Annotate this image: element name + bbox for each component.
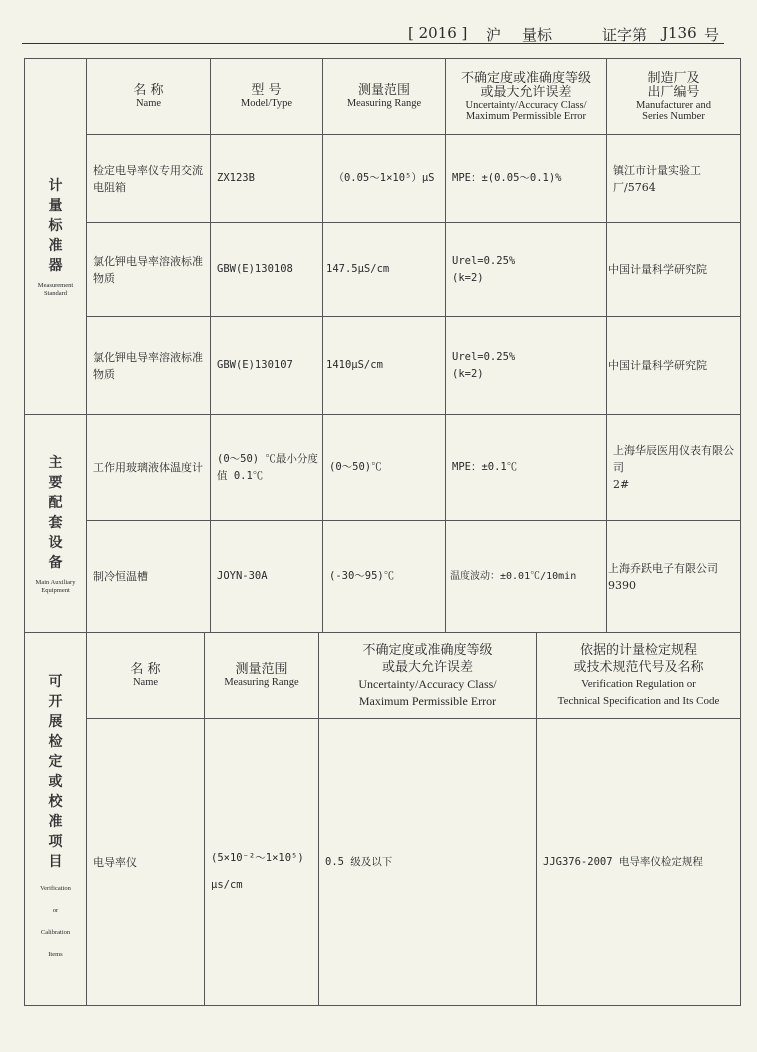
section-items-en bbox=[40, 878, 71, 966]
header-mfr-cn-2: 出厂编号 bbox=[647, 84, 700, 100]
equipment-row-2-name: 制冷恒温槽 bbox=[93, 570, 148, 583]
standard-row-2-unc-line2: (k=2) bbox=[452, 271, 484, 284]
standard-row-2-mfr: 中国计量科学研究院 bbox=[608, 263, 707, 276]
standard-row-2-name: 氯化钾电导率溶液标准物质 bbox=[93, 254, 203, 285]
header-unc-en-1: Uncertainty/Accuracy Class/ bbox=[465, 99, 587, 111]
header-unc-cn-2: 或最大允许误差 bbox=[480, 84, 572, 100]
items-header-unc-cn-2: 或最大允许误差 bbox=[381, 659, 473, 675]
section-standard-cn: 计量标准器 bbox=[48, 177, 63, 274]
items-header-uncertainty bbox=[319, 633, 536, 718]
standard-row-1-name: 检定电导率仪专用交流电阻箱 bbox=[93, 163, 203, 194]
items-header-unc-en-1: Uncertainty/Accuracy Class/ bbox=[358, 676, 497, 691]
items-header-regulation bbox=[537, 633, 740, 718]
header-range-en: Measuring Range bbox=[346, 98, 422, 109]
equipment-row-1-mfr bbox=[607, 415, 740, 520]
items-header-range-cn: 测量范围 bbox=[235, 662, 288, 677]
standard-row-3-unc bbox=[446, 317, 606, 414]
header-name bbox=[87, 59, 210, 134]
standard-row-2-unc-line1: Urel=0.25% bbox=[452, 254, 516, 267]
section-items-en-2: or bbox=[52, 907, 59, 914]
standard-row-1-range: （0.05～1×10⁵）μS bbox=[333, 172, 435, 184]
items-header-range bbox=[205, 633, 318, 718]
standard-row-1-unc: MPE：±(0.05～0.1)% bbox=[452, 172, 562, 184]
header-model-cn: 型 号 bbox=[251, 83, 282, 98]
items-header-reg-en-2: Technical Specification and Its Code bbox=[557, 694, 720, 707]
header-name-cn: 名 称 bbox=[133, 83, 164, 98]
header-range bbox=[323, 59, 445, 134]
items-header-reg-cn-2: 或技术规范代号及名称 bbox=[573, 659, 704, 675]
items-header-reg-en-1: Verification Regulation or bbox=[581, 677, 696, 690]
standard-row-1-model: ZX123B bbox=[217, 172, 255, 184]
header-cert-suffix: 号 bbox=[704, 26, 720, 44]
items-header-reg-cn-1: 依据的计量检定规程 bbox=[579, 642, 697, 658]
items-header-range-en: Measuring Range bbox=[224, 677, 299, 688]
equipment-row-1-unc: MPE：±0.1℃ bbox=[452, 461, 518, 473]
header-cert-prefix: 证字第 bbox=[602, 26, 648, 44]
header-mfr-en-1: Manufacturer and bbox=[636, 99, 711, 111]
items-header-name-en: Name bbox=[132, 677, 159, 688]
equipment-row-2-range: (-30～95)℃ bbox=[329, 570, 395, 582]
header-rule bbox=[22, 43, 724, 44]
header-type: 量标 bbox=[522, 26, 553, 44]
header-cert-number: J136 bbox=[662, 24, 697, 42]
equipment-row-2-mfr bbox=[607, 521, 740, 632]
equipment-row-2-model: JOYN-30A bbox=[217, 570, 268, 582]
equipment-row-2-mfr-line1: 上海乔跃电子有限公司 bbox=[608, 561, 718, 575]
header-mfr-cn-1: 制造厂及 bbox=[647, 70, 700, 86]
header-city: 沪 bbox=[486, 26, 502, 44]
header-model-en: Model/Type bbox=[240, 98, 293, 109]
items-row-1-regulation: JJG376-2007 电导率仪检定规程 bbox=[543, 855, 703, 868]
items-header-unc-en-2: Maximum Permissible Error bbox=[358, 693, 497, 708]
items-row-1-unc: 0.5 级及以下 bbox=[325, 855, 393, 868]
equipment-row-2-mfr-line2: 9390 bbox=[608, 578, 636, 592]
items-header-unc-cn-1: 不确定度或准确度等级 bbox=[362, 642, 493, 658]
items-row-1-range-line1: (5×10⁻²～1×10⁵) bbox=[211, 852, 304, 864]
section-standard-en: Measurement Standard bbox=[37, 281, 74, 297]
section-items-en-1: Verification bbox=[40, 885, 71, 892]
items-row-1-range-line2: μs/cm bbox=[211, 879, 243, 891]
header-manufacturer bbox=[607, 59, 740, 134]
equipment-row-1-mfr-line2: 2# bbox=[613, 478, 630, 491]
items-header-name bbox=[87, 633, 204, 718]
standard-row-1-mfr: 镇江市计量实验工厂/5764 bbox=[613, 163, 701, 194]
section-items-cn: 可开展检定或校准项目 bbox=[48, 674, 63, 870]
standard-row-3-model: GBW(E)130107 bbox=[217, 359, 293, 371]
standard-row-3-unc-line2: (k=2) bbox=[452, 367, 484, 380]
header-year: [ 2016 ] bbox=[408, 24, 468, 42]
standard-row-3-range: 1410μS/cm bbox=[326, 359, 383, 371]
section-items-label bbox=[25, 633, 86, 1005]
standard-row-2-unc bbox=[446, 223, 606, 316]
header-uncertainty bbox=[446, 59, 606, 134]
section-standard-label bbox=[25, 59, 86, 414]
header-mfr-en-2: Series Number bbox=[642, 110, 705, 122]
equipment-row-1-range: (0～50)℃ bbox=[329, 461, 382, 473]
header-model bbox=[211, 59, 322, 134]
section-equipment-cn: 主要配套设备 bbox=[48, 454, 63, 571]
items-row-1-name: 电导率仪 bbox=[93, 855, 137, 869]
header-name-en: Name bbox=[135, 98, 162, 109]
standard-row-2-model: GBW(E)130108 bbox=[217, 263, 293, 275]
header-unc-cn-1: 不确定度或准确度等级 bbox=[460, 70, 591, 86]
section-items-en-3: Calibration bbox=[40, 929, 71, 936]
standard-row-3-unc-line1: Urel=0.25% bbox=[452, 350, 516, 363]
standard-row-3-mfr: 中国计量科学研究院 bbox=[608, 359, 707, 372]
equipment-row-2-unc: 温度波动：±0.01℃/10min bbox=[450, 571, 577, 582]
header-unc-en-2: Maximum Permissible Error bbox=[465, 110, 587, 122]
header-range-cn: 测量范围 bbox=[357, 83, 410, 98]
section-items-en-4: Items bbox=[48, 951, 63, 958]
items-row-1-range bbox=[205, 719, 318, 1005]
equipment-row-1-mfr-line1: 上海华辰医用仪表有限公司 bbox=[613, 444, 734, 474]
equipment-row-1-model: (0～50) ℃最小分度值 0.1℃ bbox=[217, 452, 318, 482]
equipment-row-1-name: 工作用玻璃液体温度计 bbox=[93, 461, 203, 474]
section-equipment-label bbox=[25, 415, 86, 632]
standard-row-3-name: 氯化钾电导率溶液标准物质 bbox=[93, 350, 203, 381]
section-equipment-en: Main Auxiliary Equipment bbox=[35, 578, 76, 594]
standard-row-2-range: 147.5μS/cm bbox=[326, 263, 390, 275]
items-header-name-cn: 名 称 bbox=[130, 662, 161, 677]
